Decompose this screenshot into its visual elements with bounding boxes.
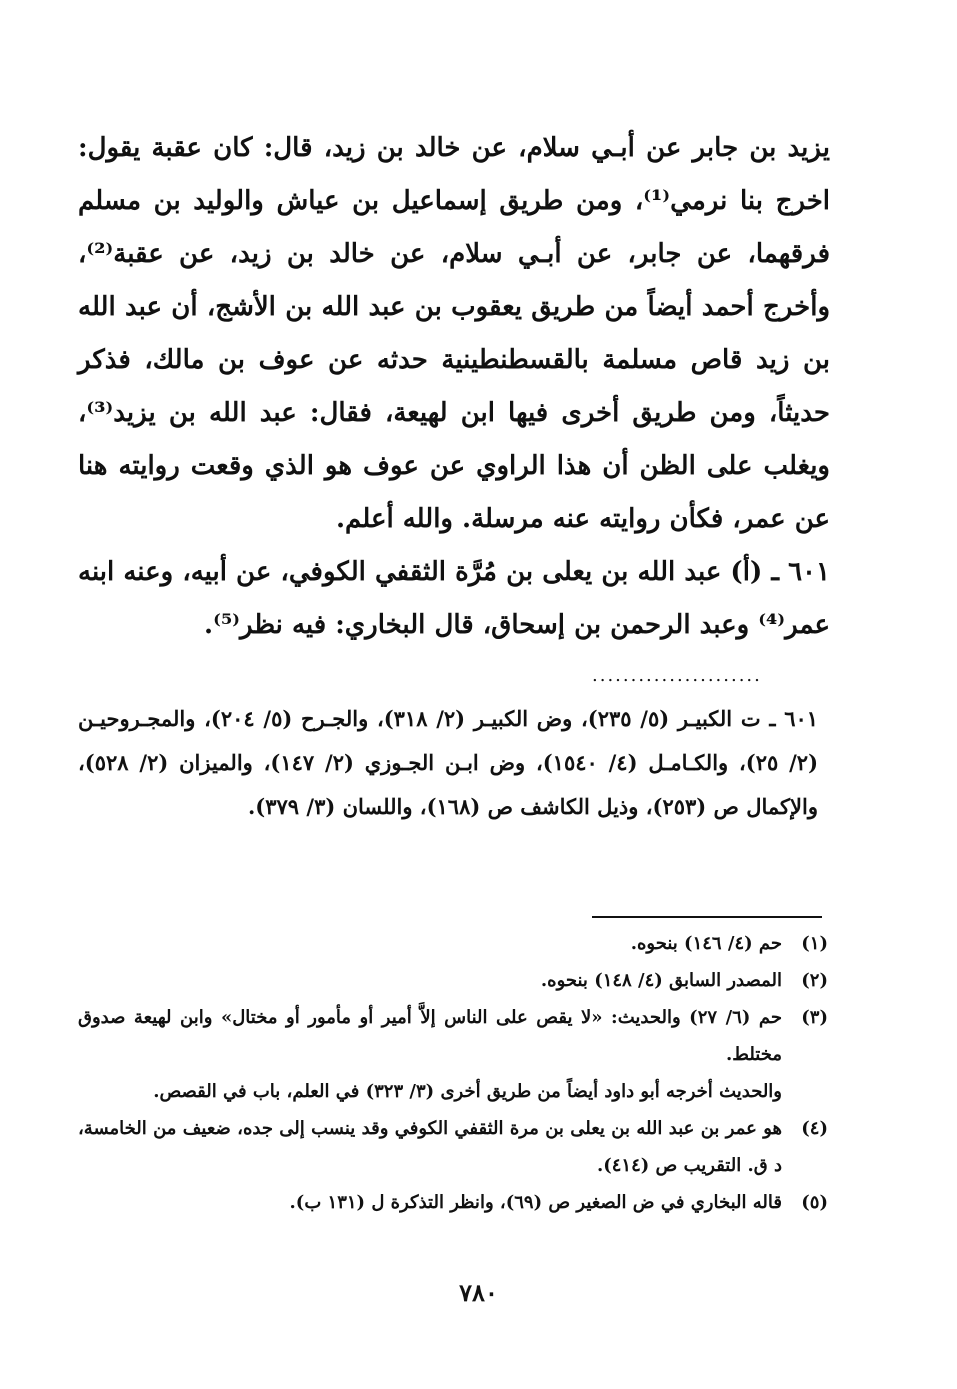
footnote-number: (٢)	[801, 970, 828, 991]
biography-entry-601: ٦٠١ ـ (أ) عبد الله بن يعلى بن مُرَّة الثقفي الكوفي، عن أبيه، وعنه ابنه عمر⁽⁴⁾ وعبد الرحمن بن إسحاق، قال البخاري: فيه نظر⁽⁵⁾.	[78, 557, 830, 640]
footnote-4	[78, 1110, 828, 1184]
footnote-number: (٥)	[801, 1192, 828, 1213]
paragraph-continuation: يزيد بن جابر عن أبـي سلام، عن خالد بن زيد، قال: كان عقبة يقول: اخرج بنا نرمي⁽¹⁾، ومن طريق إسماعيل بن عياش والوليد بن مسلم فرقهما، عن جابر، عن أبـي سلام، عن خالد بن زيد، عن عقبة⁽²⁾، وأخرج أحمد أيضاً من طريق يعقوب بن عبد الله بن الأشج، أن عبد الله بن زيد قاص مسلمة بالقسطنطينية حدثه عن عوف بن مالك، فذكر حديثاً، ومن طريق أخرى فيها ابن لهيعة، فقال: عبد الله بن يزيد⁽³⁾، ويغلب على الظن أن هذا الراوي عن عوف هو الذي وقعت روايته هنا عن عمر، فكأن روايته عنه مرسلة. والله أعلم.	[78, 133, 831, 534]
footnote-number: (٤)	[801, 1118, 828, 1139]
footnote-text: حم (٤/ ١٤٦) بنحوه.	[630, 933, 782, 954]
main-text	[78, 122, 830, 652]
footnote-3-continuation	[78, 1073, 828, 1110]
footnote-text: المصدر السابق (٤/ ١٤٨) بنحوه.	[540, 970, 782, 991]
dotted-separator: ......................	[592, 665, 762, 686]
footnote-2	[78, 962, 828, 999]
footnote-1	[78, 925, 828, 962]
footnotes	[78, 925, 828, 1221]
page-number: ٧٨٠	[459, 1278, 498, 1307]
footnote-rule	[592, 916, 822, 918]
footnote-3	[78, 999, 828, 1073]
footnote-5	[78, 1184, 828, 1221]
footnote-text: قاله البخاري في ض الصغير ص (٦٩)، وانظر التذكرة ل (١٣١ ب).	[289, 1192, 782, 1213]
footnote-number: (٣)	[801, 1007, 828, 1028]
footnote-number: (١)	[801, 933, 828, 954]
footnote-text: حم (٦/ ٢٧) والحديث: «لا يقص على الناس إلاَّ أمير أو مأمور أو مختال» وابن لهيعة صدوق مختلط.	[78, 1007, 783, 1065]
source-references: ٦٠١ ـ ت الكبيـر (٥/ ٢٣٥)، وض الكبيـر (٢/ ٣١٨)، والجـرح (٥/ ٢٠٤)، والمجـروحيـن (٢/ ٢٥)، والكـامـل (٤/ ١٥٤٠)، وض ابـن الجـوزي (٢/ ١٤٧)، والميزان (٢/ ٥٢٨)، والإكمال ص (٢٥٣)، وذيل الكاشف ص (١٦٨)، واللسان (٣/ ٣٧٩).	[78, 706, 819, 819]
footnote-text: هو عمر بن عبد الله بن يعلى بن مرة الثقفي الكوفي وقد ينسب إلى جده، ضعيف من الخامسة، د ق. التقريب ص (٤١٤).	[78, 1118, 782, 1176]
footnote-text: والحديث أخرجه أبو داود أيضاً من طريق أخرى (٣/ ٣٢٣) في العلم، باب في القصص.	[153, 1081, 782, 1102]
